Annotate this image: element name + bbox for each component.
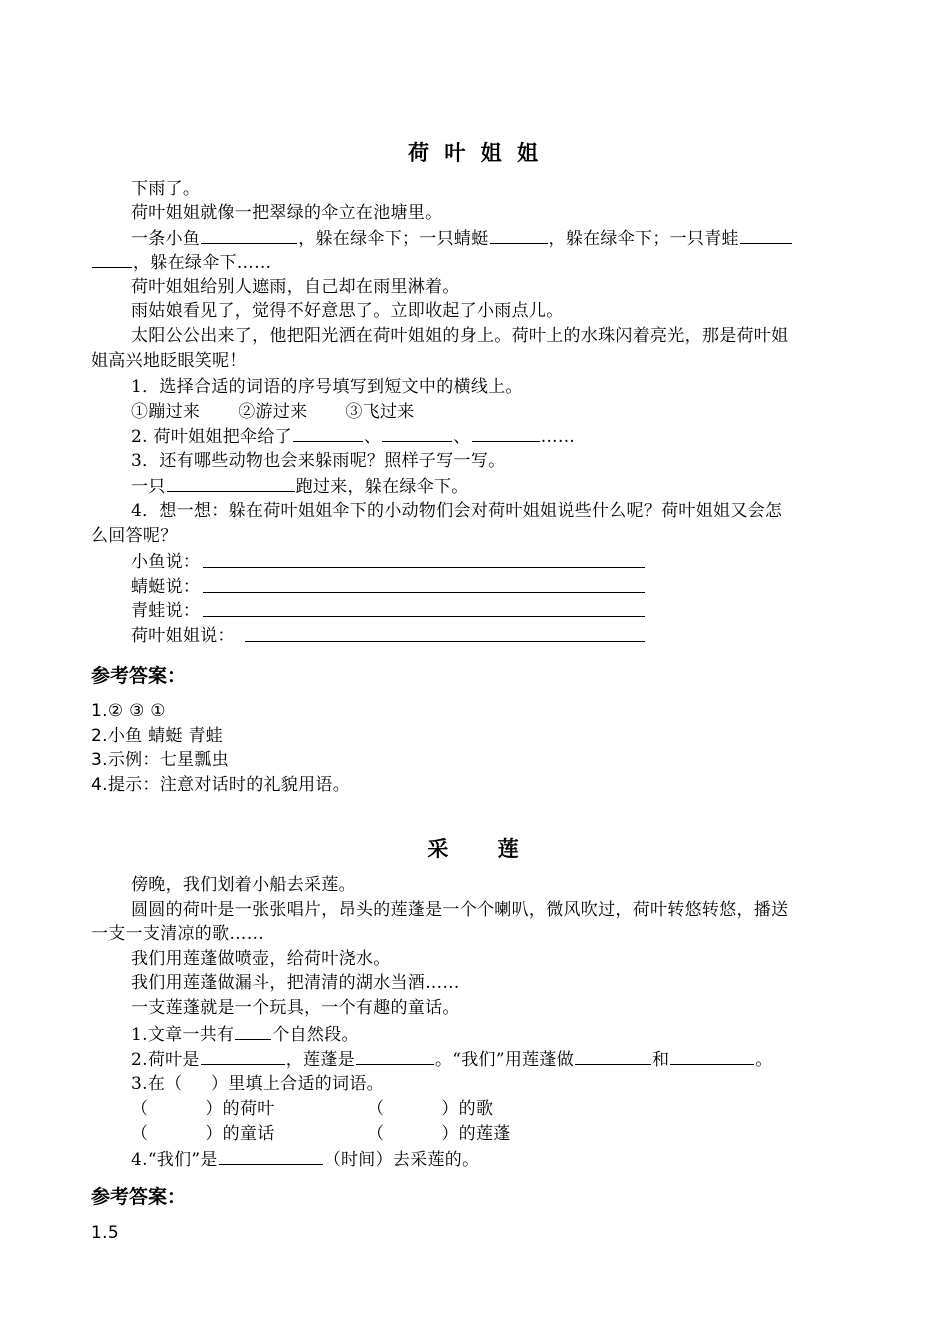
story1-paragraph: 太阳公公出来了，他把阳光洒在荷叶姐姐的身上。荷叶上的水珠闪着亮光，那是荷叶姐	[131, 326, 789, 346]
question-4: 4．想一想：躲在荷叶姐姐伞下的小动物们会对荷叶姐姐说些什么呢？荷叶姐姐又会怎	[131, 501, 783, 521]
text: ，躲在绿伞下……	[133, 253, 272, 273]
fill-blank[interactable]	[235, 1023, 271, 1040]
story2-paragraph: 一支莲蓬就是一个玩具，一个有趣的童话。	[131, 998, 460, 1018]
story1-paragraph: 荷叶姐姐就像一把翠绿的伞立在池塘里。	[131, 203, 443, 223]
text: 和	[652, 1050, 670, 1070]
question-1	[131, 1023, 359, 1046]
text: 一条小鱼	[131, 229, 201, 249]
say-label-lotus: 荷叶姐姐说：	[131, 626, 235, 646]
answers-heading: 参考答案：	[91, 1186, 187, 1208]
question-3-row: （ ）的莲蓬	[367, 1124, 511, 1144]
option: ①蹦过来	[131, 402, 201, 422]
question-3-row: （ ）的童话	[131, 1124, 275, 1144]
text: 2. 荷叶姐姐把伞给了	[131, 427, 292, 447]
story2-title: 采 莲	[427, 836, 523, 861]
question-3: 3．还有哪些动物也会来躲雨呢？照样子写一写。	[131, 451, 506, 471]
story2-paragraph: 圆圆的荷叶是一张张唱片，昂头的莲蓬是一个个喇叭，微风吹过，荷叶转悠转悠，播送	[131, 900, 789, 920]
fill-blank[interactable]	[219, 1148, 323, 1165]
say-label-frog: 青蛙说：	[131, 601, 201, 621]
option: ②游过来	[238, 402, 308, 422]
fill-blank[interactable]	[382, 425, 452, 442]
story2-paragraph: 我们用莲蓬做漏斗，把清清的湖水当酒……	[131, 973, 460, 993]
text: 个自然段。	[272, 1025, 359, 1045]
answer-line[interactable]	[203, 616, 645, 617]
answer-line[interactable]	[245, 641, 645, 642]
fill-blank[interactable]	[575, 1048, 651, 1065]
answer-line[interactable]	[203, 592, 645, 593]
story1-paragraph: 荷叶姐姐给别人遮雨，自己却在雨里淋着。	[131, 277, 460, 297]
question-1: 1．选择合适的词语的序号填写到短文中的横线上。	[131, 377, 523, 397]
say-label-dragonfly: 蜻蜓说：	[131, 577, 201, 597]
fill-blank[interactable]	[201, 1048, 285, 1065]
question-1-options	[131, 401, 415, 423]
text: 1.文章一共有	[131, 1025, 235, 1045]
text: 4.“我们”是	[131, 1150, 218, 1170]
story1-title: 荷 叶 姐 姐	[408, 140, 542, 165]
answer-3: 3.示例：七星瓢虫	[91, 750, 229, 770]
say-label-fish: 小鱼说：	[131, 552, 201, 572]
text: ……	[540, 427, 576, 447]
fill-blank[interactable]	[740, 227, 792, 244]
fill-blank[interactable]	[472, 425, 540, 442]
question-2	[131, 425, 575, 448]
question-3: 3.在（ ）里填上合适的词语。	[131, 1074, 384, 1094]
question-4	[131, 1148, 479, 1171]
story2-paragraph: 傍晚，我们划着小船去采莲。	[131, 875, 356, 895]
story2-paragraph: 一支一支清凉的歌……	[91, 924, 264, 944]
text: ，躲在绿伞下；一只蜻蜓	[298, 229, 489, 249]
answer-1: 1.5	[91, 1223, 119, 1243]
story2-paragraph: 我们用莲蓬做喷壶，给荷叶浇水。	[131, 949, 391, 969]
fill-blank[interactable]	[490, 227, 548, 244]
question-4: 么回答呢？	[91, 526, 178, 546]
story1-paragraph: 下雨了。	[131, 179, 201, 199]
text: ，躲在绿伞下；一只青蛙	[548, 229, 739, 249]
question-3-row: （ ）的歌	[367, 1099, 494, 1119]
question-3-example	[131, 475, 469, 498]
text: 一只	[131, 477, 166, 497]
fill-blank[interactable]	[92, 251, 132, 268]
text: ，莲蓬是	[285, 1050, 355, 1070]
answer-4: 4.提示：注意对话时的礼貌用语。	[91, 775, 351, 795]
text: 跑过来，躲在绿伞下。	[295, 477, 469, 497]
answer-2: 2.小鱼 蜻蜓 青蛙	[91, 726, 224, 746]
question-2	[131, 1048, 773, 1071]
fill-blank[interactable]	[201, 227, 297, 244]
answers-heading: 参考答案：	[91, 665, 187, 687]
question-3-row: （ ）的荷叶	[131, 1099, 275, 1119]
text: 、	[453, 427, 471, 447]
option: ③飞过来	[345, 402, 415, 422]
story1-paragraph: 姐高兴地眨眼笑呢！	[91, 351, 247, 371]
answer-line[interactable]	[203, 567, 645, 568]
text: 。“我们”用莲蓬做	[434, 1050, 575, 1070]
text: 。	[755, 1050, 773, 1070]
fill-blank[interactable]	[670, 1048, 754, 1065]
fill-blank[interactable]	[293, 425, 363, 442]
answer-1: 1.② ③ ①	[91, 701, 166, 721]
fill-blank[interactable]	[167, 475, 295, 492]
text: （时间）去采莲的。	[323, 1150, 480, 1170]
fill-blank[interactable]	[356, 1048, 434, 1065]
story1-paragraph	[131, 227, 793, 250]
story1-paragraph	[91, 251, 271, 274]
text: 2.荷叶是	[131, 1050, 200, 1070]
text: 、	[363, 427, 382, 447]
story1-paragraph: 雨姑娘看见了，觉得不好意思了。立即收起了小雨点儿。	[131, 301, 564, 321]
